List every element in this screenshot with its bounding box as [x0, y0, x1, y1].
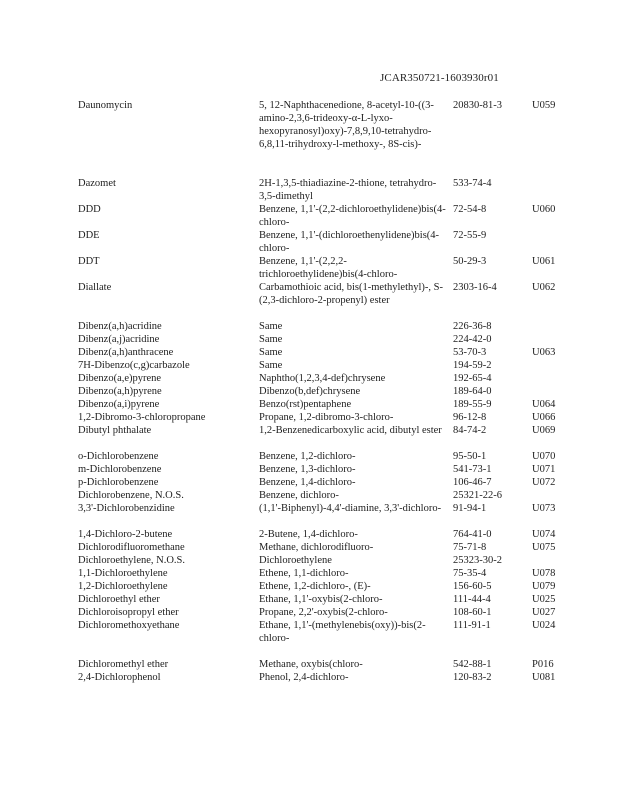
- table-row: [0, 424, 624, 450]
- cas-number: 764-41-0: [453, 529, 492, 540]
- chemical-name: 1,1-Dichloroethylene: [78, 568, 168, 579]
- chemical-synonym: Ethene, 1,1-dichloro-: [259, 568, 349, 579]
- table-row: [0, 203, 624, 229]
- waste-code: U025: [532, 594, 556, 605]
- chemical-name: 1,2-Dibromo-3-chloropropane: [78, 412, 206, 423]
- table-row: [0, 502, 624, 528]
- chemical-synonym: Benzene, 1,4-dichloro-: [259, 477, 356, 488]
- chemical-name: Daunomycin: [78, 100, 133, 111]
- chemical-name: m-Dichlorobenzene: [78, 464, 162, 475]
- cas-number: 2303-16-4: [453, 282, 497, 293]
- chemical-name: Dibenz(a,j)acridine: [78, 334, 160, 345]
- chemical-name: Dichloromethyl ether: [78, 659, 169, 670]
- cas-number: 533-74-4: [453, 178, 492, 189]
- cas-number: 111-44-4: [453, 594, 491, 605]
- table-row: [0, 411, 624, 424]
- chemical-name: Dichloroethylene, N.O.S.: [78, 555, 186, 566]
- hazardous-constituents-table: [0, 99, 624, 684]
- chemical-name: Dichloroisopropyl ether: [78, 607, 179, 618]
- cas-number: 111-91-1: [453, 620, 491, 631]
- waste-code: U059: [532, 100, 556, 111]
- waste-code: U072: [532, 477, 556, 488]
- table-row: [0, 528, 624, 541]
- cas-number: 108-60-1: [453, 607, 492, 618]
- cas-number: 72-55-9: [453, 230, 487, 241]
- chemical-name: 7H-Dibenzo(c,g)carbazole: [78, 360, 190, 371]
- chemical-synonym: Carbamothioic acid, bis(1-methylethyl)-, S-(2,3-dichloro-2-propenyl) ester: [259, 282, 443, 306]
- chemical-synonym: Phenol, 2,4-dichloro-: [259, 672, 349, 683]
- waste-code: U024: [532, 620, 556, 631]
- table-row: [0, 372, 624, 385]
- chemical-name: Diallate: [78, 282, 112, 293]
- waste-code: U062: [532, 282, 556, 293]
- chemical-name: Dibenzo(a,h)pyrene: [78, 386, 162, 397]
- table-row: [0, 489, 624, 502]
- table-row: [0, 567, 624, 580]
- chemical-name: DDE: [78, 230, 100, 241]
- chemical-synonym: Benzene, dichloro-: [259, 490, 339, 501]
- chemical-synonym: 1,2-Benzenedicarboxylic acid, dibutyl ester: [259, 425, 442, 436]
- cas-number: 194-59-2: [453, 360, 492, 371]
- cas-number: 72-54-8: [453, 204, 487, 215]
- chemical-name: Dibenzo(a,i)pyrene: [78, 399, 160, 410]
- waste-code: U075: [532, 542, 556, 553]
- chemical-synonym: Dichloroethylene: [259, 555, 332, 566]
- cas-number: 50-29-3: [453, 256, 487, 267]
- waste-code: U061: [532, 256, 556, 267]
- cas-number: 192-65-4: [453, 373, 492, 384]
- chemical-name: Dichlorodifluoromethane: [78, 542, 185, 553]
- chemical-synonym: Propane, 2,2'-oxybis(2-chloro-: [259, 607, 388, 618]
- table-row: [0, 580, 624, 593]
- waste-code: U064: [532, 399, 556, 410]
- waste-code: U063: [532, 347, 556, 358]
- cas-number: 120-83-2: [453, 672, 492, 683]
- cas-number: 542-88-1: [453, 659, 492, 670]
- table-row: [0, 385, 624, 398]
- chemical-synonym: Same: [259, 321, 283, 332]
- chemical-name: 3,3'-Dichlorobenzidine: [78, 503, 175, 514]
- chemical-name: DDT: [78, 256, 100, 267]
- waste-code: U078: [532, 568, 556, 579]
- table-row: [0, 255, 624, 281]
- cas-number: 541-73-1: [453, 464, 492, 475]
- cas-number: 25323-30-2: [453, 555, 502, 566]
- chemical-synonym: Benzene, 1,1'-(dichloroethenylidene)bis(4-chloro-: [259, 230, 440, 254]
- cas-number: 189-55-9: [453, 399, 492, 410]
- cas-number: 75-71-8: [453, 542, 487, 553]
- waste-code: U069: [532, 425, 556, 436]
- table-row: [0, 281, 624, 320]
- chemical-synonym: Benzene, 1,1'-(2,2-dichloroethylidene)bis(4-chloro-: [259, 204, 446, 228]
- cas-number: 25321-22-6: [453, 490, 502, 501]
- table-row: [0, 450, 624, 463]
- waste-code: U073: [532, 503, 556, 514]
- chemical-synonym: Ethane, 1,1'-oxybis(2-chloro-: [259, 594, 383, 605]
- chemical-synonym: (1,1'-Biphenyl)-4,4'-diamine, 3,3'-dichloro-: [259, 503, 442, 514]
- table-row: [0, 359, 624, 372]
- waste-code: U081: [532, 672, 556, 683]
- table-row: [0, 229, 624, 255]
- chemical-name: Dichloroethyl ether: [78, 594, 160, 605]
- waste-code: P016: [532, 659, 554, 670]
- chemical-synonym: Propane, 1,2-dibromo-3-chloro-: [259, 412, 394, 423]
- table-row: [0, 476, 624, 489]
- chemical-name: Dichloromethoxyethane: [78, 620, 180, 631]
- chemical-name: 1,4-Dichloro-2-butene: [78, 529, 173, 540]
- chemical-name: 1,2-Dichloroethylene: [78, 581, 168, 592]
- table-row: [0, 541, 624, 554]
- waste-code: U027: [532, 607, 556, 618]
- table-row: [0, 320, 624, 333]
- table-row: [0, 606, 624, 619]
- table-row: [0, 177, 624, 203]
- waste-code: U066: [532, 412, 556, 423]
- document-id: JCAR350721-1603930r01: [380, 72, 499, 84]
- chemical-synonym: Ethene, 1,2-dichloro-, (E)-: [259, 581, 371, 592]
- chemical-synonym: 2-Butene, 1,4-dichloro-: [259, 529, 358, 540]
- cas-number: 106-46-7: [453, 477, 492, 488]
- chemical-name: Dibenz(a,h)acridine: [78, 321, 162, 332]
- cas-number: 189-64-0: [453, 386, 492, 397]
- chemical-synonym: Same: [259, 334, 283, 345]
- cas-number: 75-35-4: [453, 568, 487, 579]
- chemical-name: Dibenzo(a,e)pyrene: [78, 373, 162, 384]
- table-row: [0, 658, 624, 671]
- chemical-synonym: 2H-1,3,5-thiadiazine-2-thione, tetrahydro-3,5-dimethyl: [259, 178, 437, 202]
- chemical-synonym: Same: [259, 347, 283, 358]
- table-row: [0, 671, 624, 684]
- cas-number: 156-60-5: [453, 581, 492, 592]
- chemical-synonym: Benzene, 1,1'-(2,2,2-trichloroethylidene)bis(4-chloro-: [259, 256, 398, 280]
- chemical-synonym: Methane, oxybis(chloro-: [259, 659, 363, 670]
- waste-code: U060: [532, 204, 556, 215]
- chemical-synonym: Benzene, 1,3-dichloro-: [259, 464, 356, 475]
- chemical-synonym: Ethane, 1,1'-(methylenebis(oxy))-bis(2-chloro-: [259, 620, 426, 644]
- table-row: [0, 99, 624, 177]
- chemical-synonym: Methane, dichlorodifluoro-: [259, 542, 374, 553]
- cas-number: 84-74-2: [453, 425, 487, 436]
- cas-number: 20830-81-3: [453, 100, 502, 111]
- waste-code: U070: [532, 451, 556, 462]
- cas-number: 95-50-1: [453, 451, 487, 462]
- waste-code: U071: [532, 464, 556, 475]
- chemical-name: p-Dichlorobenzene: [78, 477, 159, 488]
- chemical-synonym: Benzene, 1,2-dichloro-: [259, 451, 356, 462]
- table-row: [0, 463, 624, 476]
- cas-number: 224-42-0: [453, 334, 492, 345]
- chemical-synonym: Benzo(rst)pentaphene: [259, 399, 352, 410]
- table-row: [0, 619, 624, 658]
- chemical-name: 2,4-Dichlorophenol: [78, 672, 161, 683]
- waste-code: U079: [532, 581, 556, 592]
- cas-number: 53-70-3: [453, 347, 487, 358]
- table-row: [0, 554, 624, 567]
- table-row: [0, 593, 624, 606]
- chemical-name: DDD: [78, 204, 101, 215]
- waste-code: U074: [532, 529, 556, 540]
- chemical-synonym: Naphtho(1,2,3,4-def)chrysene: [259, 373, 386, 384]
- table-row: [0, 346, 624, 359]
- cas-number: 96-12-8: [453, 412, 487, 423]
- cas-number: 226-36-8: [453, 321, 492, 332]
- chemical-name: Dichlorobenzene, N.O.S.: [78, 490, 184, 501]
- cas-number: 91-94-1: [453, 503, 487, 514]
- chemical-name: Dibutyl phthalate: [78, 425, 152, 436]
- chemical-synonym: 5, 12-Naphthacenedione, 8-acetyl-10-((3-amino-2,3,6-trideoxy-α-L-lyxo-hexopyranosyl)oxy)-7,8,9,10-tetrahydro-6,8,11-trihydroxy-l-methoxy-, 8S-cis)-: [259, 100, 434, 150]
- chemical-synonym: Same: [259, 360, 283, 371]
- chemical-name: o-Dichlorobenzene: [78, 451, 159, 462]
- table-row: [0, 333, 624, 346]
- chemical-name: Dibenz(a,h)anthracene: [78, 347, 174, 358]
- table-row: [0, 398, 624, 411]
- chemical-synonym: Dibenzo(b,def)chrysene: [259, 386, 361, 397]
- chemical-name: Dazomet: [78, 178, 116, 189]
